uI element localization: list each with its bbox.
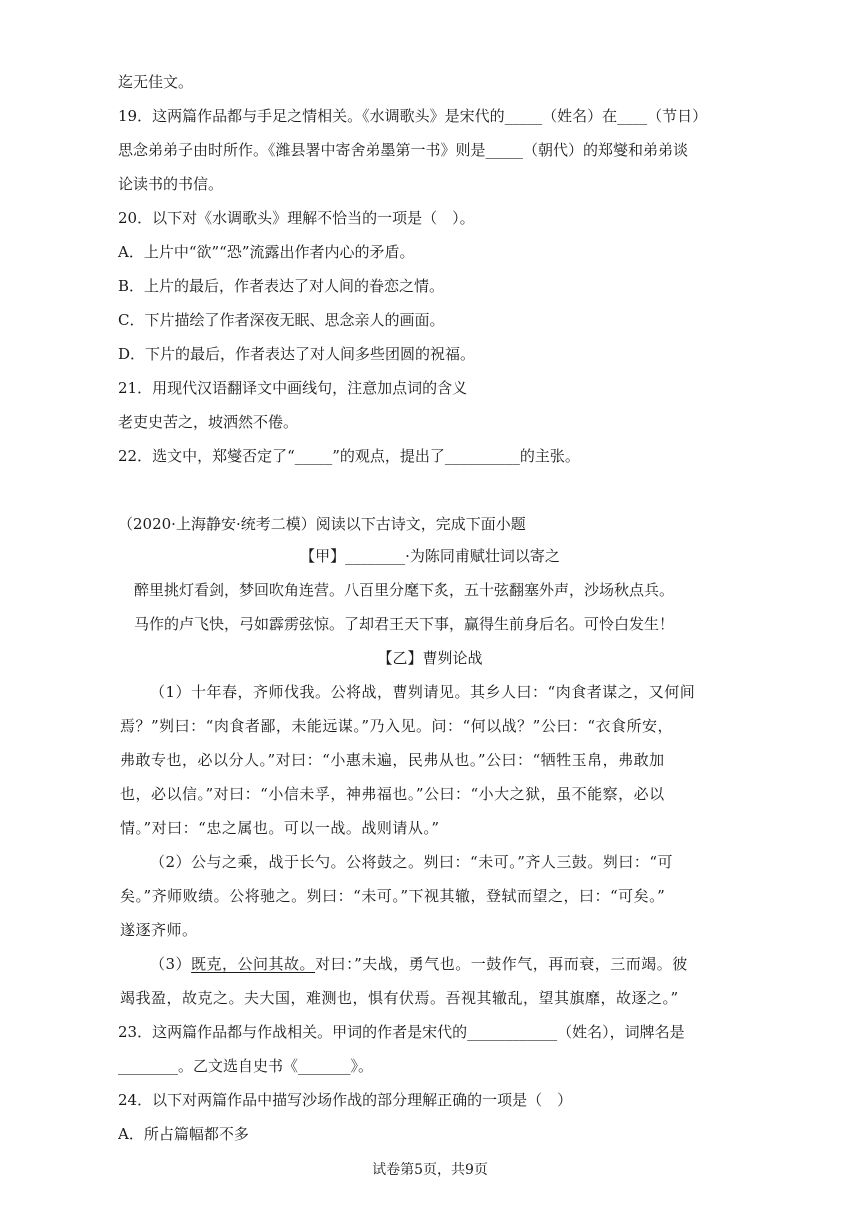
prose-line: （1）十年春，齐师伐我。公将战，曹刿请见。其乡人曰：“肉食者谋之，又何间 — [150, 683, 696, 701]
prose-line: 情。”对曰：“忠之属也。可以一战。战则请从。” — [120, 819, 440, 837]
question-21: 21．用现代汉语翻译文中画线句，注意加点词的含义 — [118, 379, 468, 397]
poem-title: 【甲】________·为陈同甫赋壮词以寄之 — [300, 547, 560, 565]
section-intro: （2020·上海静安·统考二模）阅读以下古诗文，完成下面小题 — [118, 515, 526, 533]
paragraph-number: （3） — [150, 955, 192, 973]
question-20: 20．以下对《水调歌头》理解不恰当的一项是（ ）。 — [118, 209, 475, 227]
prose-line — [150, 954, 688, 974]
question-23: 23．这两篇作品都与作战相关。甲词的作者是宋代的____________（姓名），词牌名是 — [118, 1023, 685, 1041]
text-line: 思念弟弟子由时所作。《潍县署中寄舍弟墨第一书》则是_____（朝代）的郑燮和弟弟谈 — [118, 141, 689, 159]
text-line: 论读书的书信。 — [118, 175, 224, 193]
prose-line: 焉？”刿曰：“肉食者鄙，未能远谋。”乃入见。问：“何以战？”公曰：“衣食所安， — [120, 717, 674, 735]
page-footer: 试卷第5页，共9页 — [372, 1162, 488, 1178]
text-line: 迄无佳文。 — [118, 73, 194, 91]
prose-line: 弗敢专也，必以分人。”对曰：“小惠未遍，民弗从也。”公曰：“牺牲玉帛，弗敢加 — [120, 751, 665, 769]
option-a: A．所占篇幅都不多 — [118, 1125, 249, 1143]
option-b: B．上片的最后，作者表达了对人间的眷恋之情。 — [118, 277, 445, 295]
poem-line: 马作的卢飞快，弓如霹雳弦惊。了却君王天下事，赢得生前身后名。可怜白发生！ — [134, 615, 675, 633]
prose-text: 对曰：”夫战，勇气也。一鼓作气，再而衰，三而竭。彼 — [315, 955, 688, 973]
prose-line: 竭我盈，故克之。夫大国，难测也，惧有伏焉。吾视其辙乱，望其旗靡，故逐之。” — [120, 989, 679, 1007]
translation-sentence: 老吏史苦之，坡洒然不倦。 — [118, 413, 299, 431]
prose-line: 遂逐齐师。 — [120, 921, 198, 939]
poem-line: 醉里挑灯看剑，梦回吹角连营。八百里分麾下炙，五十弦翻塞外声，沙场秋点兵。 — [134, 581, 675, 599]
underlined-sentence: 既克，公问其故。 — [191, 955, 316, 973]
option-c: C．下片描绘了作者深夜无眠、思念亲人的画面。 — [118, 311, 445, 329]
prose-line: 也，必以信。”对曰：“小信未孚，神弗福也。”公曰：“小大之狱，虽不能察，必以 — [120, 785, 665, 803]
prose-title: 【乙】曹刿论战 — [377, 649, 483, 667]
question-24: 24．以下对两篇作品中描写沙场作战的部分理解正确的一项是（ ） — [118, 1091, 573, 1109]
question-22: 22．选文中，郑燮否定了“_____”的观点，提出了__________的主张。 — [118, 447, 580, 465]
option-a: A．上片中“欲”“恐”流露出作者内心的矛盾。 — [118, 243, 415, 261]
option-d: D．下片的最后，作者表达了对人间多些团圆的祝福。 — [118, 345, 476, 363]
text-line: ________。乙文选自史书《_______》。 — [118, 1057, 374, 1075]
prose-line: 矣。”齐师败绩。公将驰之。刿曰：“未可。”下视其辙，登轼而望之，曰：“可矣。” — [120, 887, 666, 905]
prose-line: （2）公与之乘，战于长勺。公将鼓之。刿曰：“未可。”齐人三鼓。刿曰：“可 — [150, 853, 674, 871]
question-19: 19．这两篇作品都与手足之情相关。《水调歌头》是宋代的_____（姓名）在____（节日） — [118, 107, 708, 125]
